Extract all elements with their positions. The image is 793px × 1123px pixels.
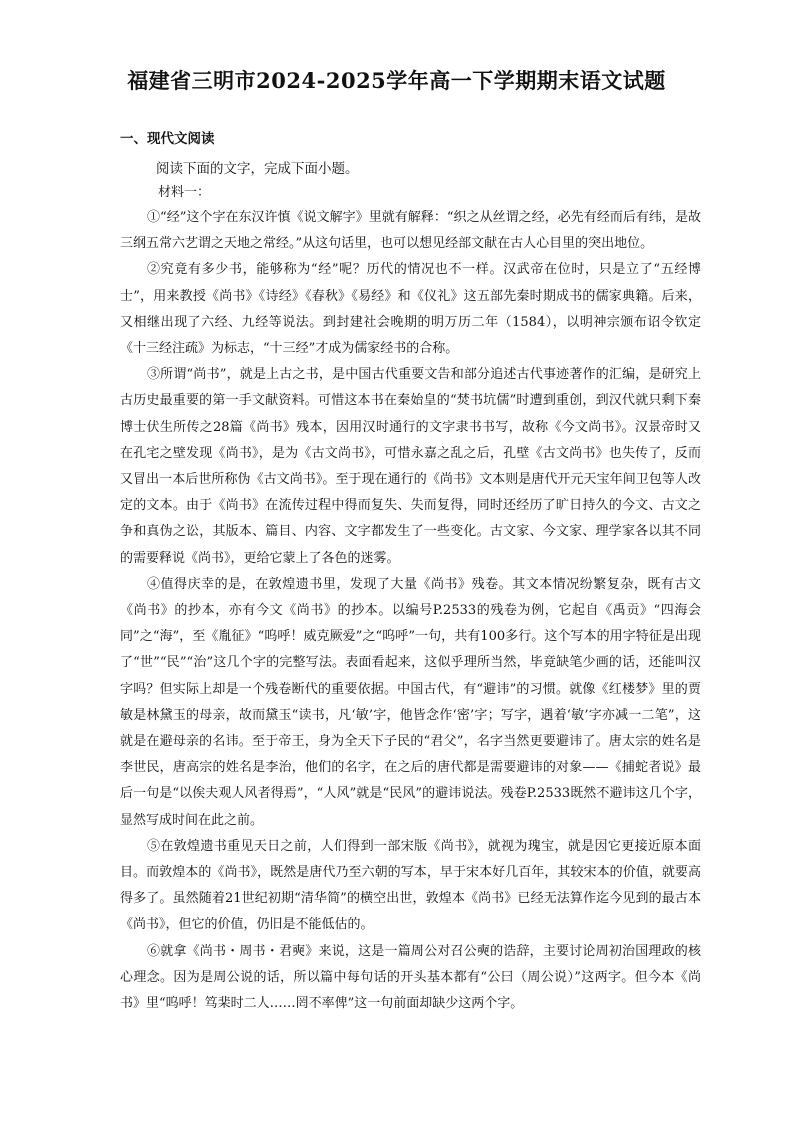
paragraph-1: ①“经”这个字在东汉许慎《说文解字》里就有解释：“织之从丝谓之经，必先有经而后有纬，是故三纲五常六艺谓之天地之常经。”从这句话里，也可以想见经部文献在古人心目里的突出地位。 — [120, 210, 701, 252]
material-label: 材料一： — [158, 185, 211, 200]
paragraph-2: ②究竟有多少书，能够称为“经”呢？历代的情况也不一样。汉武帝在位时，只是立了“五经博士”，用来教授《尚书》《诗经》《春秋》《易经》和《仪礼》这五部先秦时期成书的儒家典籍。后来，又相继出现了六经、九经等说法。到封建社会晚期的明万历二年（1584），以明神宗颁布诏令钦定《十三经注疏》为标志，“十三经”才成为儒家经书的合称。 — [120, 262, 701, 357]
section-heading: 一、现代文阅读 — [120, 131, 215, 147]
paragraph-5: ⑤在敦煌遗书重见天日之前，人们得到一部宋版《尚书》，就视为瑰宝，就是因它更接近原本面目。而敦煌本的《尚书》，既然是唐代乃至六朝的写本，早于宋本好几百年，其较宋本的价值，就要高得多了。虽然随着21世纪初期“清华简”的横空出世，敦煌本《尚书》已经无法算作迄今见到的最古本《尚书》，但它的价值，仍旧是不能低估的。 — [120, 838, 701, 933]
passage-body — [120, 205, 701, 1017]
paragraph-3: ③所谓“尚书”，就是上古之书，是中国古代重要文告和部分追述古代事迹著作的汇编，是研究上古历史最重要的第一手文献资料。可惜这本书在秦始皇的“焚书坑儒”时遭到重创，到汉代就只剩下秦博士伏生所传之28篇《尚书》残本，因用汉时通行的文字隶书书写，故称《今文尚书》。汉景帝时又在孔宅之壁发现《尚书》，是为《古文尚书》，可惜永嘉之乱之后，孔壁《古文尚书》也失传了，反而又冒出一本后世所称伪《古文尚书》。至于现在通行的《尚书》文本则是唐代开元天宝年间卫包等人改定的文本。由于《尚书》在流传过程中得而复失、失而复得，同时还经历了旷日持久的今文、古文之争和真伪之讼，其版本、篇目、内容、文字都发生了一些变化。古文家、今文家、理学家各以其不同的需要释说《尚书》，更给它蒙上了各色的迷雾。 — [120, 367, 701, 566]
document-title: 福建省三明市2024-2025学年高一下学期期末语文试题 — [127, 68, 666, 93]
reading-instruction: 阅读下面的文字，完成下面小题。 — [156, 161, 359, 177]
paragraph-4: ④值得庆幸的是，在敦煌遗书里，发现了大量《尚书》残卷。其文本情况纷繁复杂，既有古文《尚书》的抄本，亦有今文《尚书》的抄本。以编号P.2533的残卷为例，它起自《禹贡》“四海会同”之“海”，至《胤征》“呜呼！威克厥爱”之“呜呼”一句，共有100多行。这个写本的用字特征是出现了“世”“民”“治”这几个字的完整写法。表面看起来，这似乎理所当然，毕竟缺笔少画的话，还能叫汉字吗？但实际上却是一个残卷断代的重要依据。中国古代，有“避讳”的习惯。就像《红楼梦》里的贾敏是林黛玉的母亲，故而黛玉“读书，凡‘敏’字，他皆念作‘密’字；写字，遇着‘敏’字亦减一二笔”，这就是在避母亲的名讳。至于帝王，身为全天下子民的“君父”，名字当然更要避讳了。唐太宗的姓名是李世民，唐高宗的姓名是李治，他们的名字，在之后的唐代都是需要避讳的对象——《捕蛇者说》最后一句是“以俟夫观人风者得焉”，“人风”就是“民风”的避讳说法。残卷P.2533既然不避讳这几个字，显然写成时间在此之前。 — [120, 576, 701, 828]
paragraph-6: ⑥就拿《尚书・周书・君奭》来说，这是一篇周公对召公奭的诰辞，主要讨论周初治国理政的核心理念。因为是周公说的话，所以篇中每句话的开头基本都有“公曰（周公说）”这两字。但今本《尚书》里“呜呼！笃棐时二人……罔不率俾”这一句前面却缺少这两个字。 — [120, 943, 701, 1012]
